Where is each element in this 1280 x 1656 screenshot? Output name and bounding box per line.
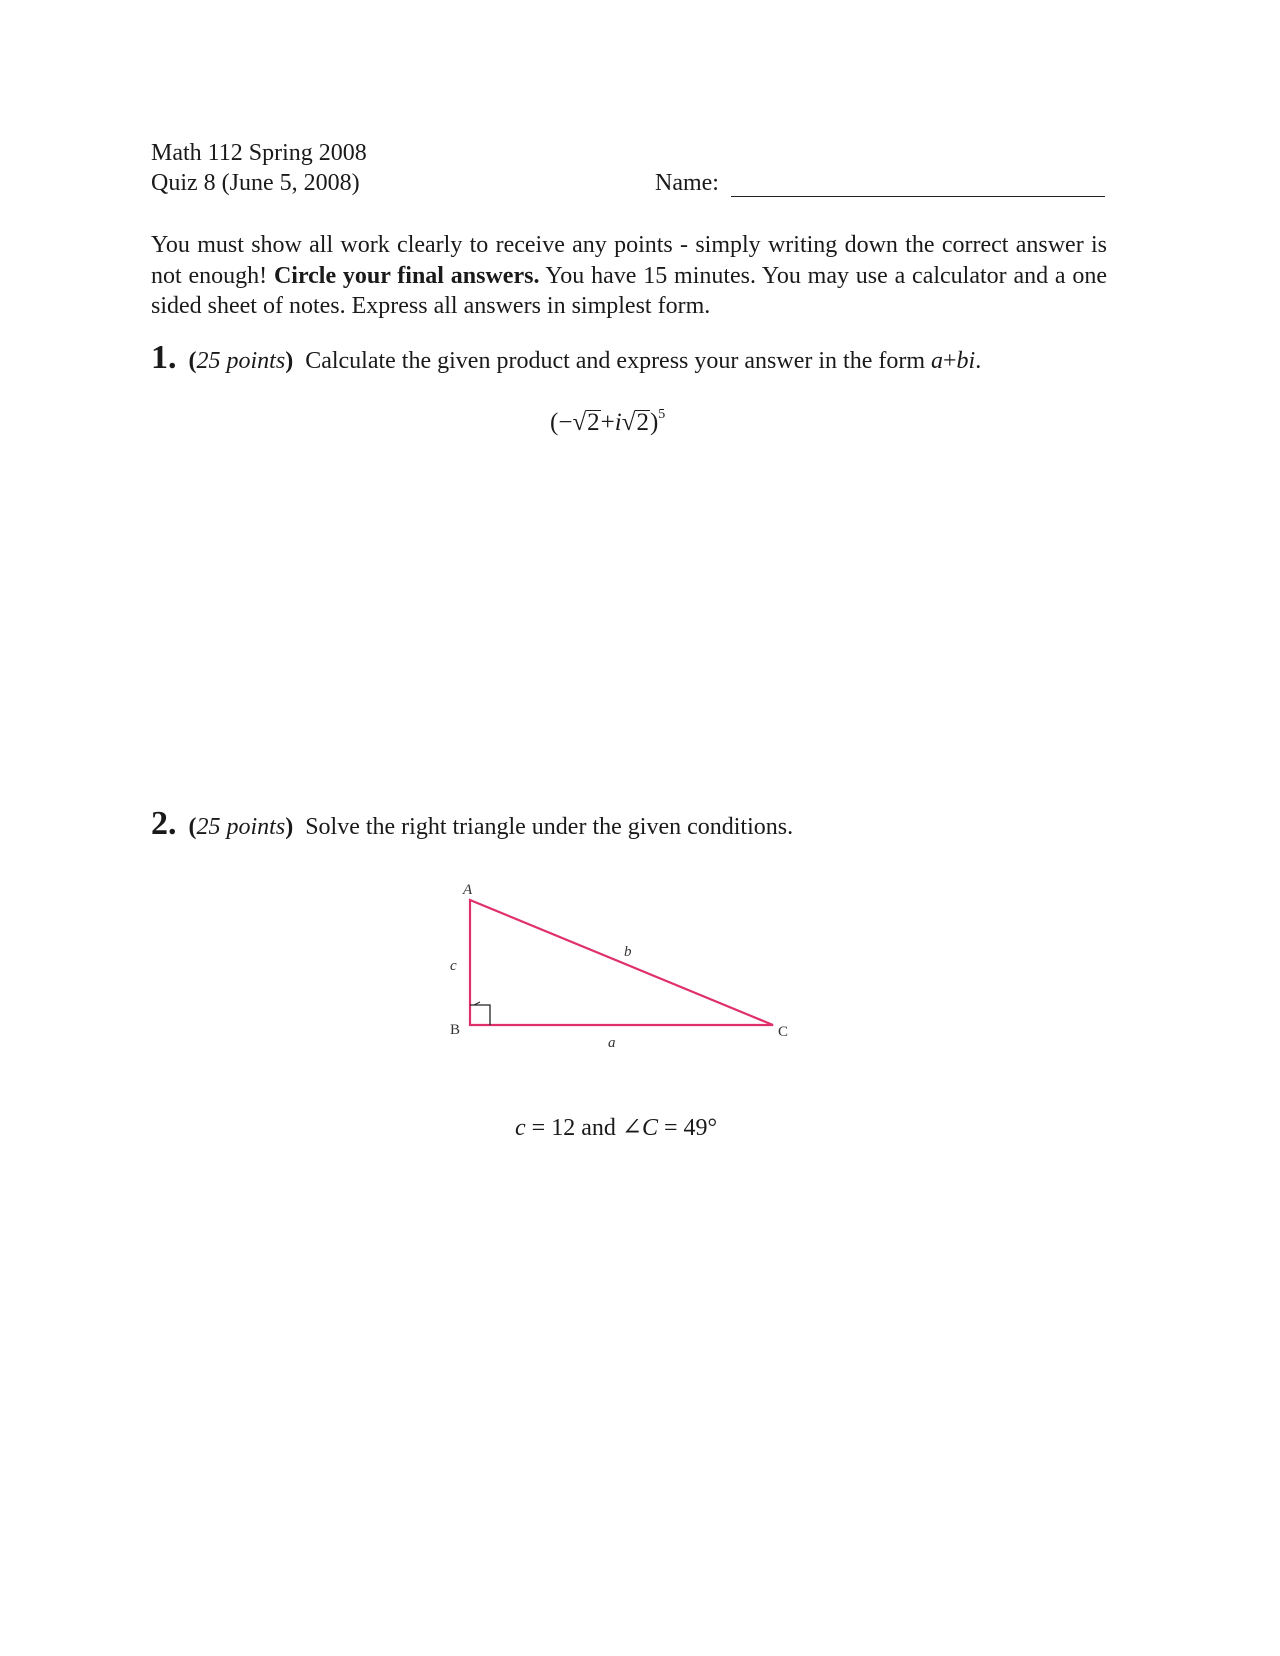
- right-angle-marker: [470, 1005, 490, 1025]
- question-1-form-a: a: [931, 348, 943, 374]
- name-blank-line[interactable]: [731, 196, 1105, 197]
- sqrt-1: √2: [572, 409, 600, 436]
- question-2-text: Solve the right triangle under the given conditions.: [305, 814, 794, 840]
- condition-eq-2: = 49°: [657, 1115, 718, 1141]
- vertex-b-label: B: [450, 1022, 461, 1038]
- question-1-heading: [151, 339, 982, 376]
- sqrt-1-radicand: 2: [587, 409, 600, 436]
- question-1-number: 1.: [151, 339, 177, 376]
- right-triangle-diagram: [430, 870, 810, 1060]
- expr-close: ): [649, 409, 659, 436]
- question-2-points: (25 points): [188, 814, 294, 840]
- vertex-c-label: C: [778, 1024, 789, 1040]
- question-1-points: (25 points): [188, 348, 294, 374]
- condition-eq-1: = 12 and ∠: [525, 1115, 642, 1141]
- question-2-number: 2.: [151, 805, 177, 842]
- sqrt-2-radicand: 2: [636, 409, 649, 436]
- side-a-label: a: [608, 1035, 616, 1051]
- side-b-label: b: [624, 944, 632, 960]
- instructions-bold: Circle your final answers.: [273, 262, 540, 289]
- course-title: Math 112 Spring 2008: [151, 140, 367, 166]
- vertex-a-label: A: [463, 882, 473, 898]
- question-1-form-plus: +: [943, 348, 957, 374]
- side-c-label: c: [450, 958, 457, 974]
- expr-plus: +: [600, 409, 615, 436]
- expr-i: i: [614, 409, 622, 436]
- expr-exponent: 5: [658, 407, 666, 422]
- question-1-text: Calculate the given product and express your answer in the form: [305, 348, 925, 374]
- condition-var-c: c: [515, 1115, 526, 1141]
- question-1-form-end: .: [975, 348, 982, 374]
- question-1-form-bi: bi: [956, 348, 976, 374]
- instructions-text-1: You must show all work clearly to receive any points - simply writing down the correct answer is not enough!: [151, 232, 1107, 289]
- sqrt-2: √2: [621, 409, 649, 436]
- question-2-heading: [151, 805, 794, 842]
- question-1-expression: [550, 398, 665, 440]
- question-2-condition: [515, 1113, 717, 1142]
- condition-var-angle-c: C: [641, 1115, 658, 1141]
- instructions-text-2: You have 15 minutes. You may use a calculator and a one sided sheet of notes. Express all answers in simplest form.: [151, 262, 1108, 319]
- quiz-title: Quiz 8 (June 5, 2008): [151, 170, 360, 196]
- expr-open: (−: [550, 409, 573, 436]
- triangle-outline: [470, 900, 773, 1025]
- instructions: [151, 230, 1107, 322]
- name-label: Name:: [655, 170, 719, 196]
